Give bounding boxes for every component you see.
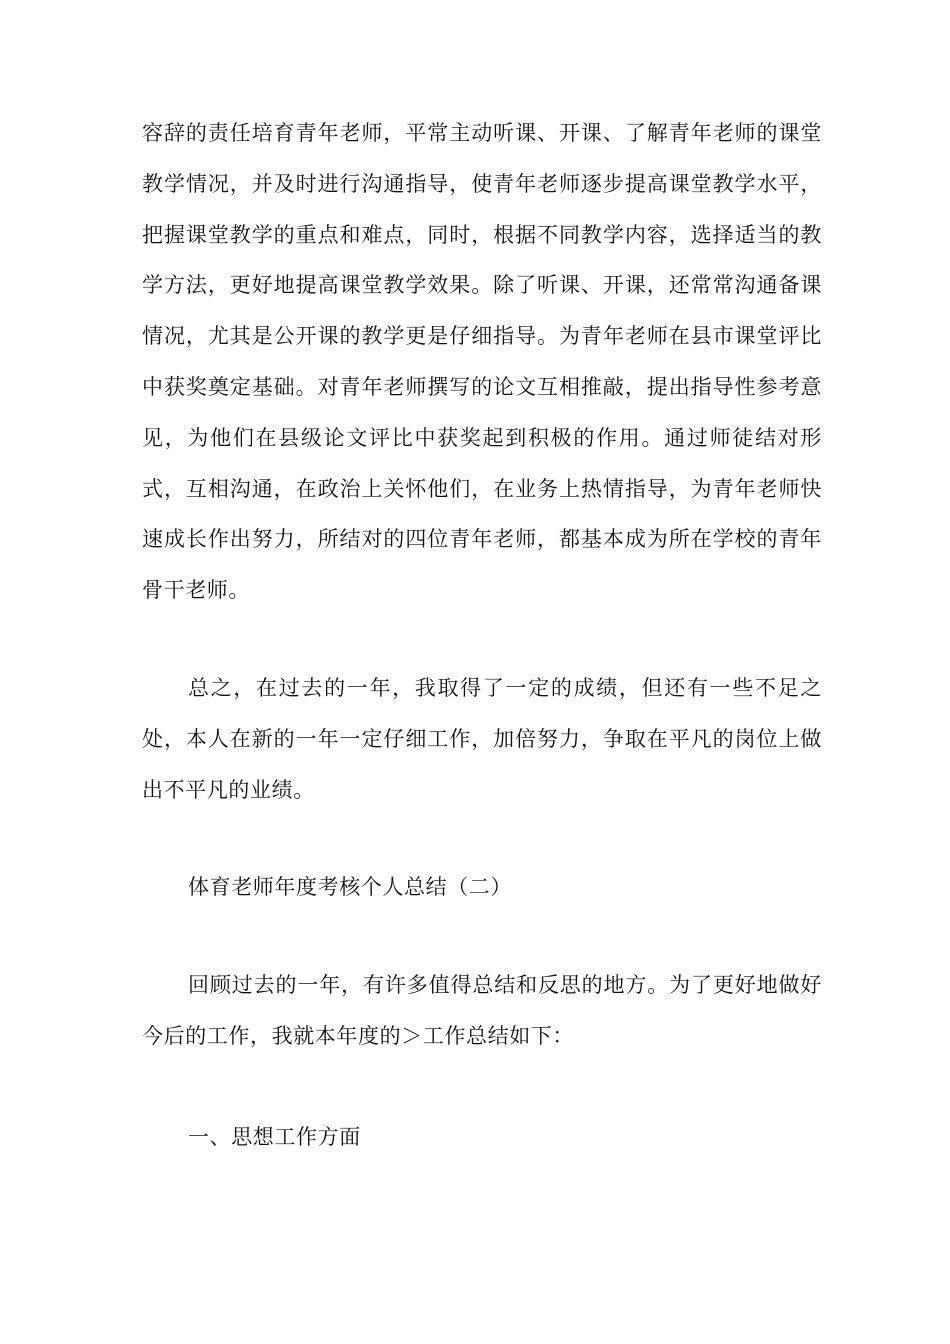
body-paragraph-intro: 回顾过去的一年，有许多值得总结和反思的地方。为了更好地做好今后的工作，我就本年度的＞工作总结如下： [142, 973, 822, 1048]
body-paragraph-continued: 容辞的责任培育青年老师，平常主动听课、开课、了解青年老师的课堂教学情况，并及时进行沟通指导，使青年老师逐步提高课堂教学水平，把握课堂教学的重点和难点，同时，根据不同教学内容，选择适当的教学方法，更好地提高课堂教学效果。除了听课、开课，还常常沟通备课情况，尤其是公开课的教学更是仔细指导。为青年老师在县市课堂评比中获奖奠定基础。对青年老师撰写的论文互相推敲，提出指导性参考意见，为他们在县级论文评比中获奖起到积极的作用。通过师徒结对形式，互相沟通，在政治上关怀他们，在业务上热情指导，为青年老师快速成长作出努力，所结对的四位青年老师，都基本成为所在学校的青年骨干老师。 [142, 121, 822, 603]
subsection-heading: 一、思想工作方面 [188, 1125, 361, 1149]
body-paragraph-conclusion: 总之，在过去的一年，我取得了一定的成绩，但还有一些不足之处，本人在新的一年一定仔细工作，加倍努力，争取在平凡的岗位上做出不平凡的业绩。 [142, 676, 822, 802]
section-title: 体育老师年度考核个人总结（二） [188, 875, 512, 899]
